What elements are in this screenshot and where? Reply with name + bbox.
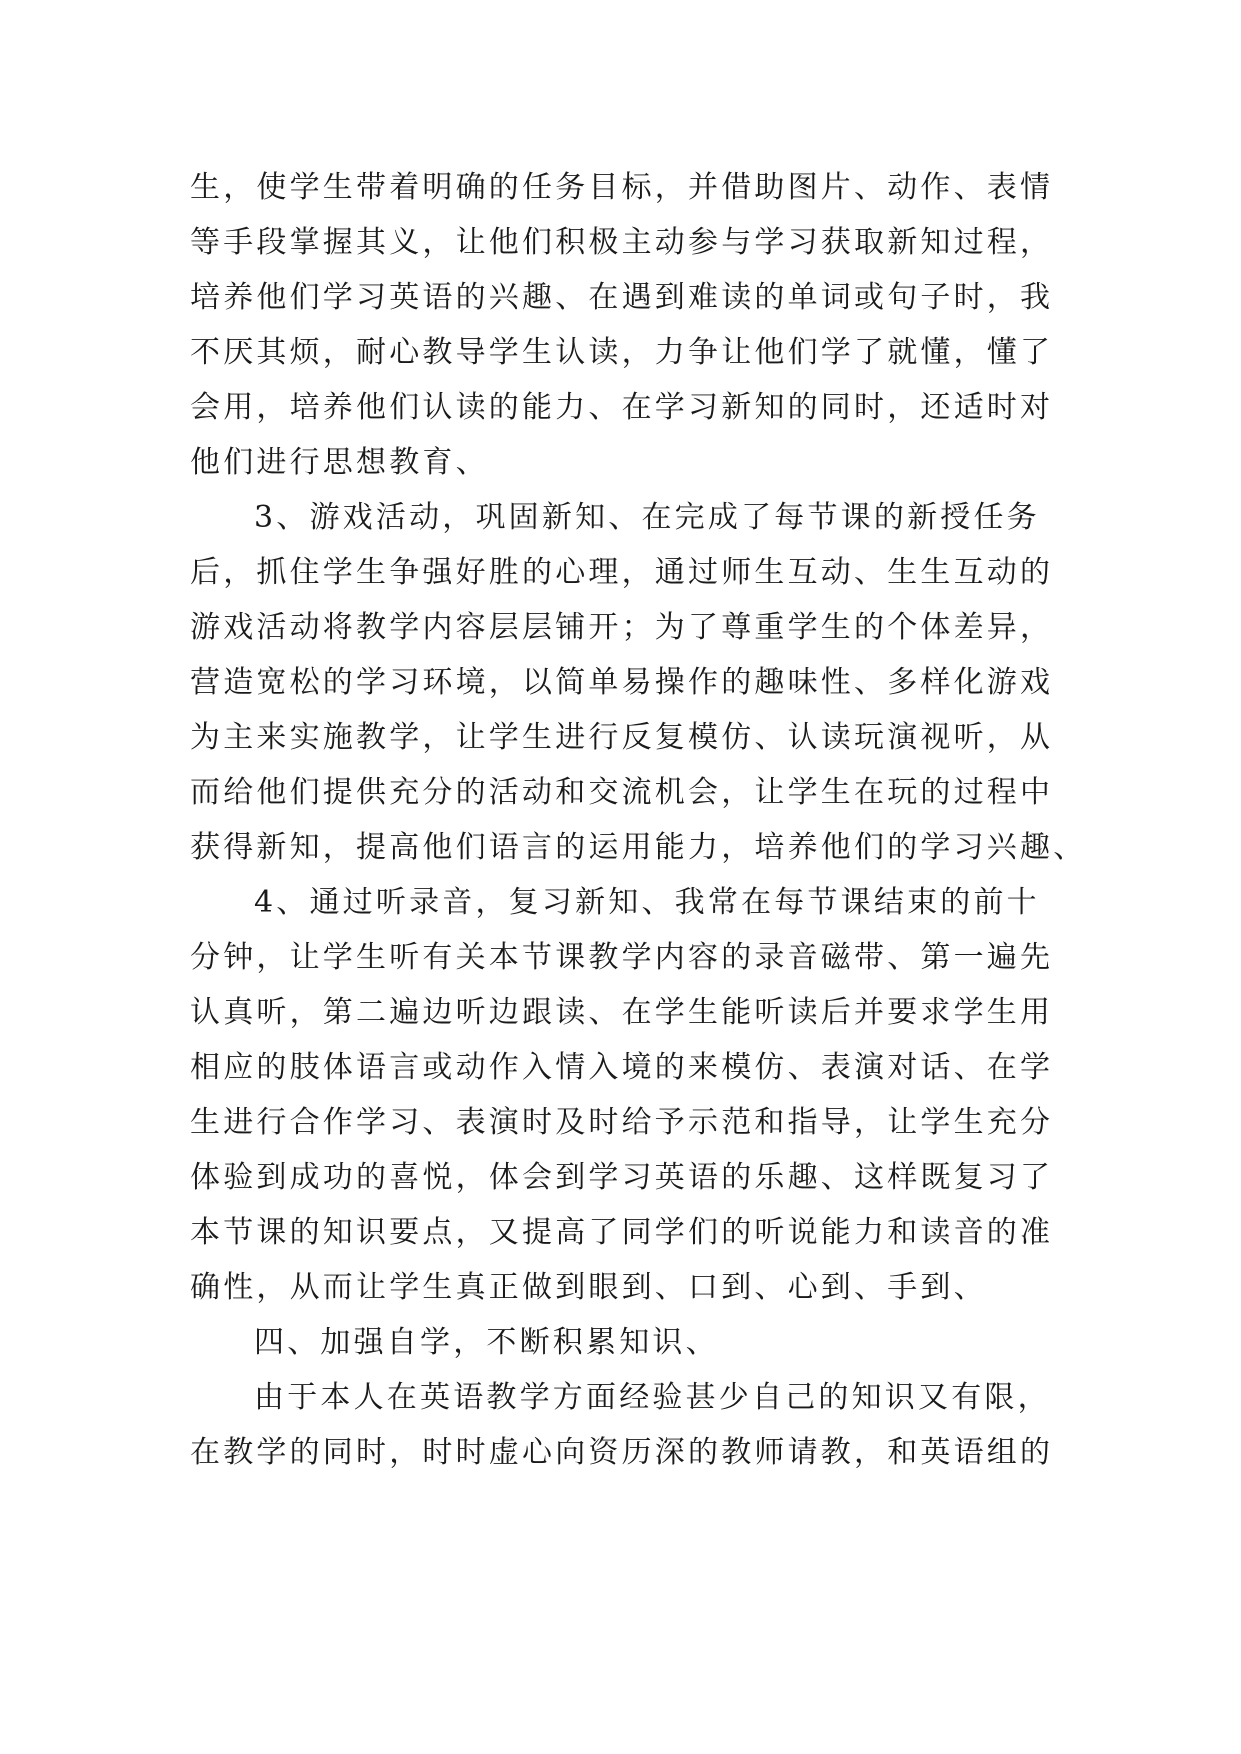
text-line: 等手段掌握其义，让他们积极主动参与学习获取新知过程， xyxy=(190,225,1054,260)
text-line: 生进行合作学习、表演时及时给予示范和指导，让学生充分 xyxy=(190,1105,1054,1140)
text-line: 生，使学生带着明确的任务目标，并借助图片、动作、表情 xyxy=(190,170,1054,205)
text-line: 不厌其烦，耐心教导学生认读，力争让他们学了就懂，懂了 xyxy=(190,335,1054,370)
text-line: 为主来实施教学，让学生进行反复模仿、认读玩演视听，从 xyxy=(190,720,1054,755)
paragraph-start-line: 4、通过听录音，复习新知、我常在每节课结束的前十 xyxy=(254,885,1040,920)
text-line: 确性，从而让学生真正做到眼到、口到、心到、手到、 xyxy=(190,1270,987,1305)
body-text xyxy=(190,160,1087,1480)
paragraph-start-line: 3、游戏活动，巩固新知、在完成了每节课的新授任务 xyxy=(254,500,1040,535)
text-line: 营造宽松的学习环境，以简单易操作的趣味性、多样化游戏 xyxy=(190,665,1054,700)
text-line: 会用，培养他们认读的能力、在学习新知的同时，还适时对 xyxy=(190,390,1054,425)
text-line: 获得新知，提高他们语言的运用能力，培养他们的学习兴趣、 xyxy=(190,830,1087,865)
text-line: 相应的肢体语言或动作入情入境的来模仿、表演对话、在学 xyxy=(190,1050,1054,1085)
text-line: 游戏活动将教学内容层层铺开；为了尊重学生的个体差异， xyxy=(190,610,1054,645)
text-line: 他们进行思想教育、 xyxy=(190,445,489,480)
section-heading: 四、加强自学，不断积累知识、 xyxy=(254,1325,719,1360)
text-line: 培养他们学习英语的兴趣、在遇到难读的单词或句子时，我 xyxy=(190,280,1054,315)
text-line: 认真听，第二遍边听边跟读、在学生能听读后并要求学生用 xyxy=(190,995,1054,1030)
text-line: 在教学的同时，时时虚心向资历深的教师请教，和英语组的 xyxy=(190,1435,1054,1470)
paragraph-start-line: 由于本人在英语教学方面经验甚少自己的知识又有限， xyxy=(254,1380,1051,1415)
text-line: 而给他们提供充分的活动和交流机会，让学生在玩的过程中 xyxy=(190,775,1054,810)
text-line: 分钟，让学生听有关本节课教学内容的录音磁带、第一遍先 xyxy=(190,940,1054,975)
text-line: 本节课的知识要点，又提高了同学们的听说能力和读音的准 xyxy=(190,1215,1054,1250)
text-line: 体验到成功的喜悦，体会到学习英语的乐趣、这样既复习了 xyxy=(190,1160,1054,1195)
text-line: 后，抓住学生争强好胜的心理，通过师生互动、生生互动的 xyxy=(190,555,1054,590)
